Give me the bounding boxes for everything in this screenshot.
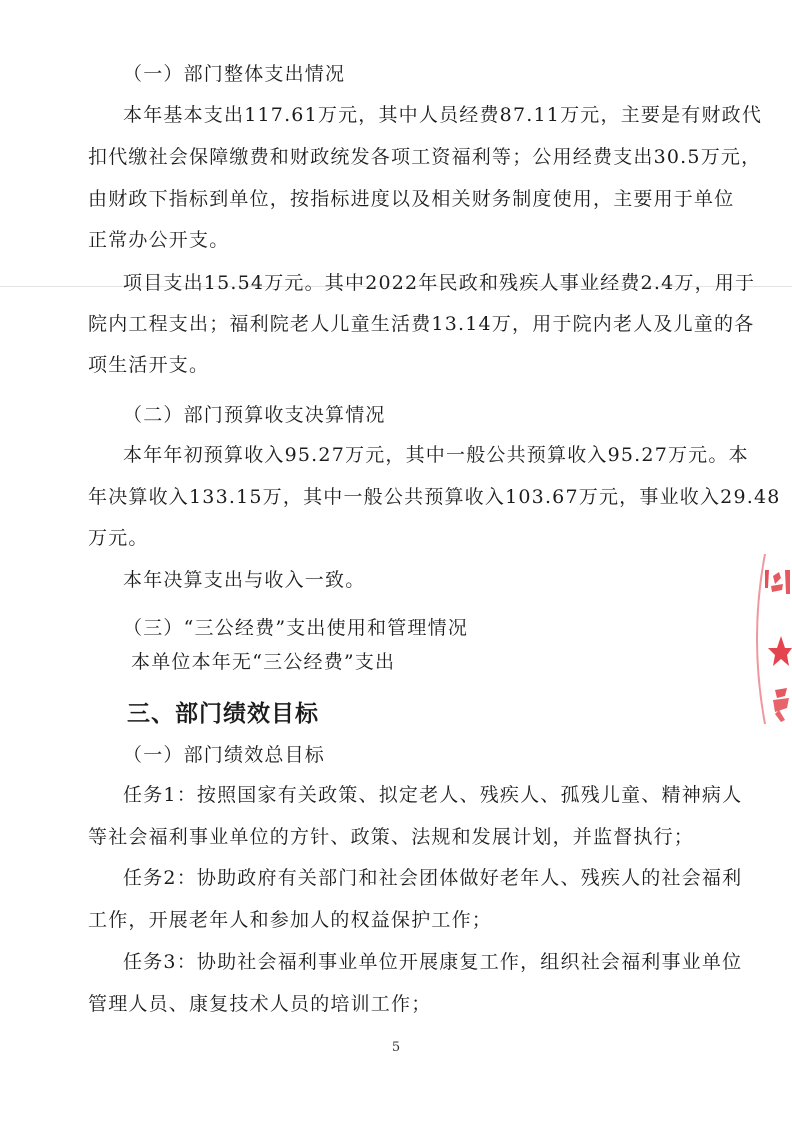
task-line: 工作，开展老年人和参加人的权益保护工作； [88, 909, 493, 931]
paragraph-line: 由财政下指标到单位，按指标进度以及相关财务制度使用，主要用于单位 [88, 188, 735, 210]
section-title-performance-goals: 三、部门绩效目标 [127, 701, 319, 727]
task-line: 任务3：协助社会福利事业单位开展康复工作，组织社会福利事业单位 [123, 951, 743, 973]
page-number: 5 [391, 1040, 401, 1055]
paragraph-line: 本年年初预算收入95.27万元，其中一般公共预算收入95.27万元。本 [123, 444, 749, 466]
paragraph-line: 本单位本年无“三公经费”支出 [131, 651, 396, 673]
paragraph-line: 项生活开支。 [88, 354, 210, 376]
paragraph-line: 项目支出15.54万元。其中2022年民政和残疾人事业经费2.4万，用于 [123, 272, 756, 294]
task-line: 管理人员、康复技术人员的培训工作； [88, 993, 432, 1015]
subsection-title-overall-expenditure: （一）部门整体支出情况 [123, 63, 346, 85]
paragraph-line: 本年决算支出与收入一致。 [123, 569, 366, 591]
paragraph-line: 正常办公开支。 [88, 229, 230, 251]
subsection-title-three-public: （三）“三公经费”支出使用和管理情况 [123, 617, 469, 639]
subsection-title-budget: （二）部门预算收支决算情况 [123, 404, 386, 426]
paragraph-line: 院内工程支出；福利院老人儿童生活费13.14万，用于院内老人及儿童的各 [88, 313, 755, 335]
task-line: 任务1：按照国家有关政策、拟定老人、残疾人、孤残儿童、精神病人 [123, 784, 743, 806]
seal-stamp-partial [735, 548, 792, 728]
task-line: 任务2：协助政府有关部门和社会团体做好老年人、残疾人的社会福利 [123, 867, 743, 889]
task-line: 等社会福利事业单位的方针、政策、法规和发展计划，并监督执行； [88, 826, 695, 848]
paragraph-line: 万元。 [88, 527, 149, 549]
paragraph-line: 扣代缴社会保障缴费和财政统发各项工资福利等；公用经费支出30.5万元， [88, 146, 762, 168]
paragraph-line: 本年基本支出117.61万元，其中人员经费87.11万元，主要是有财政代 [123, 104, 763, 126]
paragraph-line: 年决算收入133.15万，其中一般公共预算收入103.67万元，事业收入29.48 [88, 486, 781, 508]
seal-stamp-icon [735, 548, 792, 728]
subsection-title-overall-goal: （一）部门绩效总目标 [123, 744, 326, 766]
